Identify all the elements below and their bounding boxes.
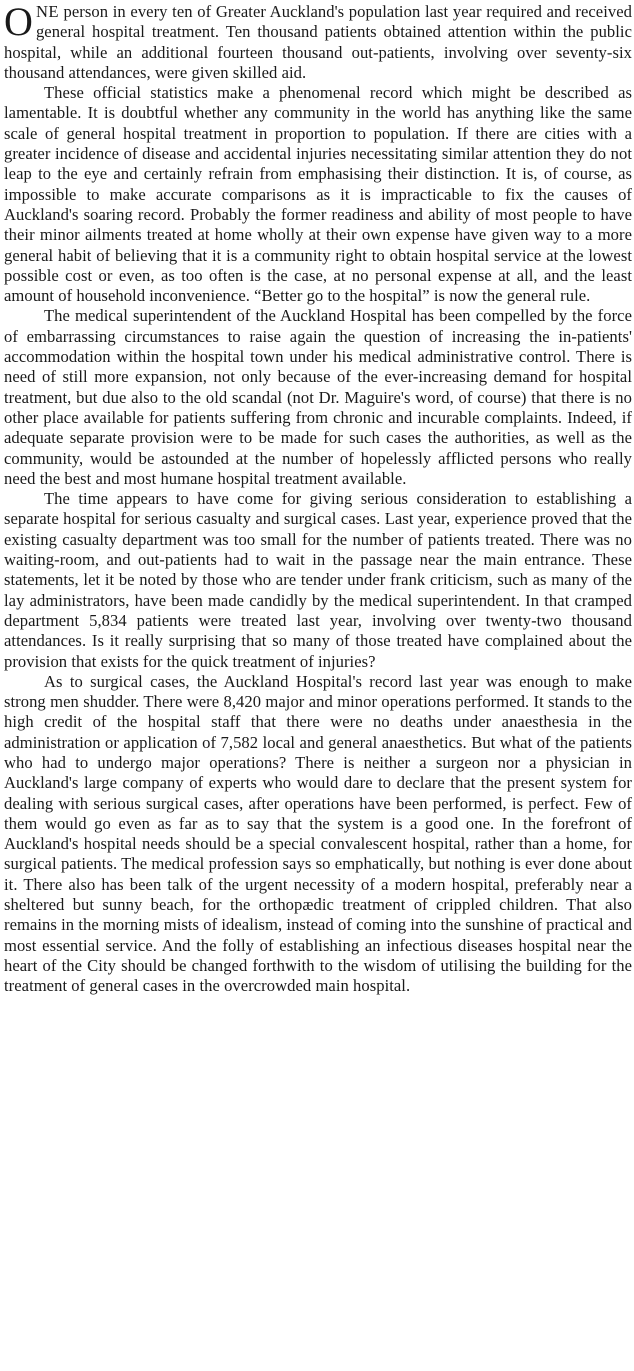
paragraph-5: As to surgical cases, the Auckland Hospital's record last year was enough to make strong men shudder. There were 8,420 major and minor operations performed. It stands to the high credit of the hospital staff that there were no deaths under anaesthesia in the administration or application of 7,582 local and general anaesthetics. But what of the patients who had to undergo major operations? There is neither a surgeon nor a physician in Auckland's large company of experts who would dare to declare that the present system for dealing with serious surgical cases, after operations have been performed, is perfect. Few of them would go even as far as to say that the system is a good one. In the forefront of Auckland's hospital needs should be a special convalescent hospital, rather than a home, for surgical patients. The medical profession says so emphatically, but nothing is ever done about it. There also has been talk of the urgent necessity of a modern hospital, preferably near a sheltered but sunny beach, for the orthopædic treatment of crippled children. That also remains in the morning mists of idealism, instead of coming into the sunshine of practical and most essential service. And the folly of establishing an infectious diseases hospital near the heart of the City should be changed forthwith to the wisdom of utilising the building for the treatment of general cases in the overcrowded main hospital. (4, 671, 632, 996)
paragraph-3: The medical superintendent of the Auckland Hospital has been compelled by the force of embarrassing circumstances to raise again the question of increasing the in-patients' accommodation within the hospital town under his medical administrative control. There is need of still more expansion, not only because of the ever-increasing demand for hospital treatment, but due also to the old scandal (not Dr. Maguire's word, of course) that there is no other place available for patients suffering from chronic and incurable complaints. Indeed, if adequate separate provision were to be made for such cases the authorities, as well as the community, would be astounded at the number of hopelessly afflicted persons who really need the best and most humane hospital treatment available. (4, 306, 632, 488)
paragraph-4: The time appears to have come for giving serious consideration to establishing a separate hospital for serious casualty and surgical cases. Last year, experience proved that the existing casualty department was too small for the number of patients treated. There was no waiting-room, and out-patients had to wait in the passage near the main entrance. These statements, let it be noted by those who are tender under frank criticism, such as many of the lay administrators, have been made candidly by the medical superintendent. In that cramped department 5,834 patients were treated last year, involving over twenty-two thousand attendances. Is it really surprising that so many of those treated have complained about the provision that exists for the quick treatment of injuries? (4, 489, 632, 671)
lead-in-text: NE (35, 2, 59, 21)
drop-cap: O (4, 0, 33, 44)
paragraph-1-text: person in every ten of Greater Auckland's population last year required and received general hospital treatment. Ten thousand patients obtained attention within the public hospital, while an additional fourteen thousand out-patients, involving over seventy-six thousand attendances, were given skilled aid. (4, 2, 632, 82)
newspaper-editorial (4, 2, 632, 997)
paragraph-2: These official statistics make a phenomenal record which might be described as lamentable. It is doubtful whether any community in the world has anything like the same scale of general hospital treatment in proportion to population. If there are cities with a greater incidence of disease and accidental injuries necessitating similar attention they do not leap to the eye and certainly refrain from emphasising their distinction. It is, of course, as impossible to make accurate comparisons as it is impracticable to fix the causes of Auckland's soaring record. Probably the former readiness and ability of most people to have their minor ailments treated at home wholly at their own expense have given way to a more general habit of believing that it is a community right to obtain hospital service at the lowest possible cost or even, as too often is the case, at no personal expense at all, and the least amount of household inconvenience. “Better go to the hospital” is now the general rule. (4, 83, 632, 306)
paragraph-1 (4, 2, 632, 83)
